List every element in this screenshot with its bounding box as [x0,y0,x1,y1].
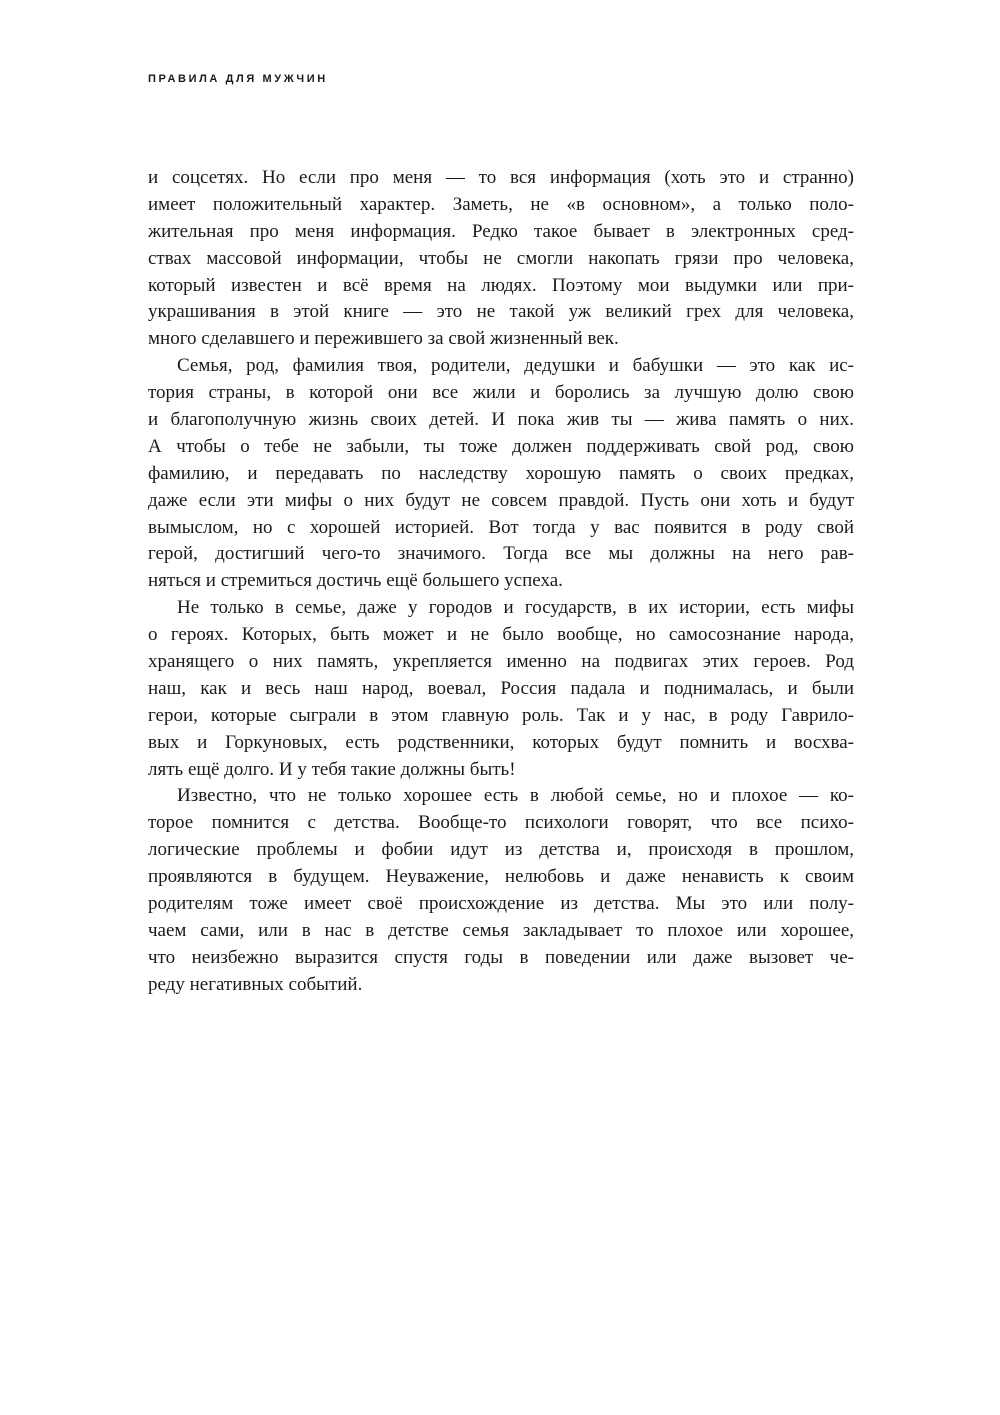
text-line: много сделавшего и пережившего за свой жизненный век. [148,328,619,350]
paragraph [148,595,854,783]
text-line: украшивания в этой книге — это не такой уж великий грех для человека, [148,301,854,323]
text-line: чаем сами, или в нас в детстве семья закладывает то плохое или хорошее, [148,919,854,941]
text-line: хранящего о них память, укрепляется именно на подвигах этих героев. Род [148,651,854,673]
text-line: логические проблемы и фобии идут из детства и, происходя в прошлом, [148,839,854,861]
text-line: о героях. Которых, быть может и не было вообще, но самосознание народа, [148,624,854,646]
text-line: который известен и всё время на людях. Поэтому мои выдумки или при- [148,274,854,296]
text-line: тория страны, в которой они все жили и боролись за лучшую долю свою [148,382,854,404]
paragraph [148,783,854,998]
text-line: и благополучную жизнь своих детей. И пока жив ты — жива память о них. [148,409,854,431]
text-line: имеет положительный характер. Заметь, не «в основном», а только поло- [148,193,854,215]
text-line: реду негативных событий. [148,973,363,995]
text-line: Известно, что не только хорошее есть в любой семье, но и плохое — ко- [177,785,854,807]
text-line: А чтобы о тебе не забыли, ты тоже должен поддерживать свой род, свою [148,435,854,457]
text-line: вых и Горкуновых, есть родственники, которых будут помнить и восхва- [148,731,854,753]
text-line: родителям тоже имеет своё происхождение из детства. Мы это или полу- [148,893,854,915]
text-line: наш, как и весь наш народ, воевал, Россия падала и поднималась, и были [148,677,854,699]
text-line: жительная про меня информация. Редко такое бывает в электронных сред- [148,220,854,242]
body-text [148,165,854,999]
text-line: герой, достигший чего-то значимого. Тогда все мы должны на него рав- [148,543,854,565]
text-line: и соцсетях. Но если про меня — то вся информация (хоть это и странно) [148,167,854,188]
text-line: лять ещё долго. И у тебя такие должны быть! [148,758,516,780]
text-line: проявляются в будущем. Неуважение, нелюбовь и даже ненависть к своим [148,866,854,888]
paragraph [148,165,854,353]
paragraph [148,353,854,595]
text-line: торое помнится с детства. Вообще-то психологи говорят, что все психо- [148,812,854,834]
text-line: даже если эти мифы о них будут не совсем правдой. Пусть они хоть и будут [148,489,854,511]
text-line: Семья, род, фамилия твоя, родители, дедушки и бабушки — это как ис- [177,355,854,377]
text-line: что неизбежно выразится спустя годы в поведении или даже вызовет че- [148,946,854,968]
text-line: фамилию, и передавать по наследству хорошую память о своих предках, [148,462,854,484]
text-line: Не только в семье, даже у городов и государств, в их истории, есть мифы [177,597,854,619]
text-line: няться и стремиться достичь ещё большего успеха. [148,570,563,592]
text-line: вымыслом, но с хорошей историей. Вот тогда у вас появится в роду свой [148,516,854,538]
text-line: ствах массовой информации, чтобы не смогли накопать грязи про человека, [148,247,854,269]
text-line: герои, которые сыграли в этом главную роль. Так и у нас, в роду Гаврило- [148,704,854,726]
running-header: ПРАВИЛА ДЛЯ МУЖЧИН [148,73,328,85]
